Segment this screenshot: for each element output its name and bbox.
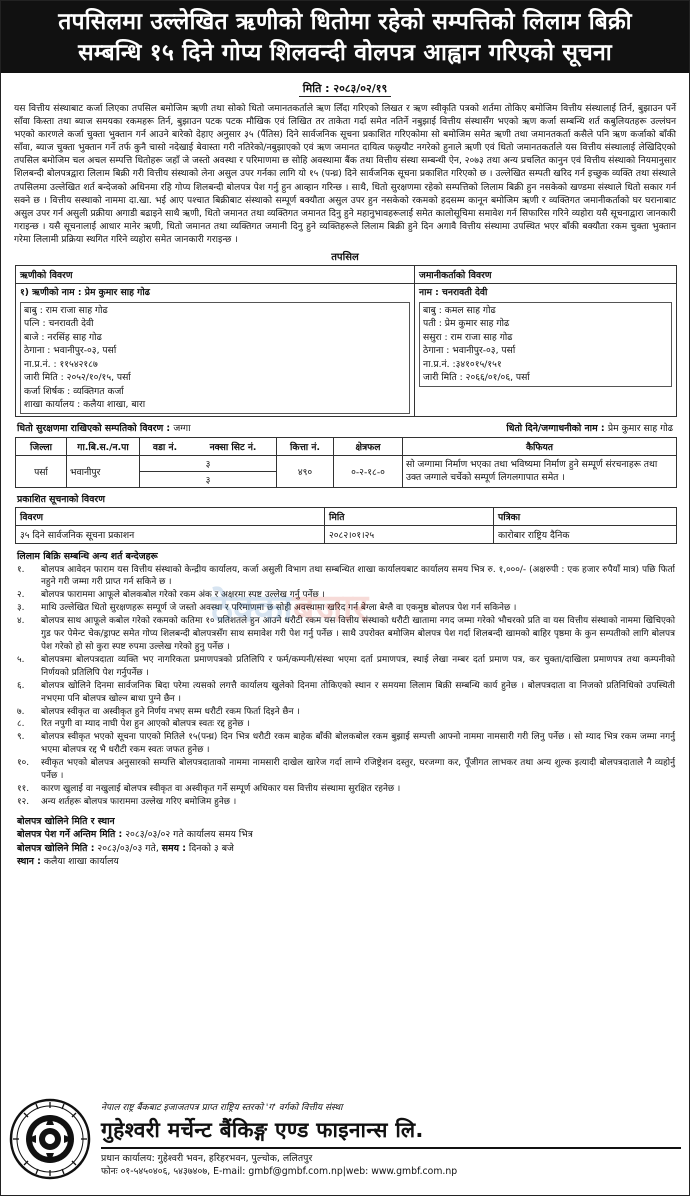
term-item bbox=[17, 731, 675, 757]
opening-details bbox=[1, 809, 689, 869]
cell-district: पर्सा bbox=[16, 455, 67, 487]
borrower-details bbox=[16, 284, 415, 417]
term-number: ९. bbox=[17, 732, 25, 743]
borrower-grandfather: बाजे : नरसिंह साह गोढ bbox=[24, 331, 102, 343]
opening-date-value: २०८३/०३/०३ गते, bbox=[97, 842, 159, 854]
opening-date bbox=[17, 842, 673, 855]
term-item bbox=[17, 615, 675, 654]
term-item bbox=[17, 718, 675, 731]
term-item bbox=[17, 757, 675, 783]
term-text: कारण खुलाई वा नखुलाई बोलपत्र स्वीकृत वा अस्वीकृत गर्ने सम्पूर्ण अधिकार यस वित्तीय संस्थामा सुरक्षित रहनेछ । bbox=[41, 783, 401, 794]
publication-heading: प्रकाशित सूचनाको विवरण bbox=[17, 493, 105, 505]
cell-kitta: ४९० bbox=[277, 455, 334, 487]
term-number: ५. bbox=[17, 654, 25, 665]
col-map-sheet: नक्सा सिट नं. bbox=[190, 437, 277, 455]
opening-time-value: दिनको ३ बजे bbox=[188, 842, 234, 854]
borrower-father: बाबु : राम राजा साह गोढ bbox=[24, 304, 108, 316]
col-vdc: गा.बि.स./न.पा bbox=[67, 437, 140, 455]
term-text: बोलपत्र साथ आफूले कबोल गरेको रकमको कतिमा १० प्रतिशतले हुन आउने धरौटी रकम यस वित्तीय संस्थाको धरौटी खातामा नगद जम्मा गरेको भौचरको प्रति वा यस वित्तीय संस्थाको नाममा खिचिएको गुड फर पेमेन्ट चेक/ड्राफ्ट समेत गोप्य शिलबन्दी बोलपत्रसँग साथ समावेश गरी पेश गर्नु पर्नेछ । साथै उपरोक्त बमोजिम बोलपत्र पेश गर्दा शिलबन्दी खामको बाहिर पृष्ठमा के कुन सम्पतीको लागि बोलपत्र पेश गरेको हो सो कुरा स्पष्ट रुपमा उल्लेख गरेको हुनु पर्नेछ । bbox=[41, 616, 675, 652]
surety-property-value: जग्गा bbox=[173, 422, 191, 434]
guarantor-father-in-law: ससुरा : राम राजा साह गोढ bbox=[423, 331, 513, 343]
term-text: स्वीकृत भएको बोलपत्र अनुसारको सम्पत्ति बोलपत्रदाताको नाममा नामसारी दाखेल खारेज गर्दा लाग्ने रजिष्ट्रेशन दस्तुर, घरजग्गा कर, पूँजीगत लाभकर तथा अन्य शुल्क इत्यादी बोलपत्रदाताले नै व्यहोर्नु पर्नेछ । bbox=[41, 758, 675, 782]
term-number: ७. bbox=[17, 706, 25, 717]
banner-title-line-1: तपसिलमा उल्लेखित ऋणीको धितोमा रहेको सम्पत्तिको लिलाम बिक्री bbox=[58, 9, 632, 35]
pub-description: ३५ दिने सार्वजनिक सूचना प्रकाशन bbox=[16, 525, 325, 543]
cell-ward-1: ३ bbox=[140, 455, 277, 471]
col-ward: वडा नं. bbox=[140, 437, 191, 455]
guarantor-name: नाम : चनरावती देवी bbox=[419, 287, 488, 299]
pub-col-date: मिति bbox=[325, 507, 494, 525]
col-remark: कैफियत bbox=[403, 437, 677, 455]
land-details-table bbox=[15, 437, 677, 488]
intro-paragraph: यस वित्तीय संस्थाबाट कर्जा लिएका तपसिल बमोजिम ऋणी तथा सोको धितो जमानतकर्ताले ऋण लिँदा गरिएको लिखत र ऋण स्वीकृति पत्रको शर्तमा तोकिए बमोजिम वित्तीय संस्थालाई तिर्न, बुझाउन पर्ने साँवा किस्ता तथा ब्याज समयका रकमहरू तिर्न, बुझाउन पटक पटक मौखिक एवं लिखित तर ताकेता गर्दा समेत नतिर्ने नबुझाई वित्तीय संस्थासँग भएको ऋण कर्जा सम्बन्धि शर्त कबुलियतहरू उल्लंघन भएको कारणले कर्जा चुक्ता भुक्तान गर्न आउने बारेको देहाए अनुसार ३५ (पैंतिस) दिने सार्वजनिक सूचना प्रकाशित गरिएकोमा सो बमोजिम समेत ऋणी तथा जमानतकर्ता कसैले पनि ऋण कर्जाको बाँकी साँवा, ब्याज चुक्ता भुक्तान गर्ने तर्फ कुनै चासो नदेखाई बेवास्ता गरी नतिरेको/नबुझाएको एवं ऋण जमानत दायित्व फछ्र्यौट नगरेको हुनाले ऋणी एवं धितो जमानतकर्ताले यस वित्तीय संस्थालाई लेखिदिएको तपसिल बमोजिम चल अचल सम्पत्ति धितोहरू जहाँ जे जस्तो अवस्था र परिमाणमा छ सोहि अवस्थामा बैंक तथा वित्तीय संस्था सम्बन्धी ऐन, २०७३ तथा अन्य प्रचलित कानुन एवं वित्तीय संस्थाको नियमानुसार शिलबन्दी बोलपत्रद्वारा लिलाम बिक्री गरी वित्तीय संस्थाको लेना असुल उपर गर्नका लागि यो १५ (पन्ध्र) दिने सार्वजनिक सूचना प्रकाशित गरिएको छ । उल्लेखित सम्पती खरिद गर्न इच्छुक व्यक्ति तथा संस्थाले तपसिलमा उल्लेखित शर्त बन्देजको अधिनमा रहि गोप्य शिलबन्दी बोलपत्र पेश गर्नु हुन आव्हान गरिन्छ । साथै, धितो सुरक्षणमा रहेको सम्पत्तिको लिलाम बिक्री हुन नसकेको खण्डमा संस्थाले धितो सकार गर्न सक्ने छ । वित्तीय सस्थाको नाममा दा.खा. भई आए पश्चात बिक्रीबाट संस्थाको सम्पूर्ण बक्यौता असुल उपर हुन नसकेको रकमको हदसम्म कानून बमोजिम ऋणी र व्यक्तिगत जमानीकर्ताको घर घरानाबाट असुल उपर गर्न असुली प्रक्रीया अगाडी बढाइने साथै ऋणी, धितो जमानत तथा व्यक्तिगत जमानत दिनु हुने महानुभावहरूलाई समेत कालोसूचिमा समावेश गर्न सिफारिस गरिने व्यहोरा यसै सूचनाद्वारा जानकारी गराइन्छ । यसै सूचनालाई आधार मानेर ऋणी, धितो जमानत तथा व्यक्तिगत जमानी दिनु हुने व्यक्तिहरूले लिलाम बिक्री हुने दिन अगावै वित्तीय संस्थामा उपस्थित भएर बाँकी बक्यौता रकम चुक्ता भुक्तान गरेमा लिलामी प्रक्रिया स्थगित गरिने व्यहोरा समेत जानकारी गराइन्छ । bbox=[14, 104, 677, 245]
term-item bbox=[17, 602, 675, 615]
col-kitta: कित्ता नं. bbox=[277, 437, 334, 455]
land-table-header-row bbox=[16, 437, 677, 455]
submission-value: २०८३/०३/०२ गते कार्यालय समय भित्र bbox=[125, 829, 253, 841]
publication-header-row bbox=[16, 507, 677, 525]
term-item bbox=[17, 680, 675, 706]
term-number: १०. bbox=[17, 758, 30, 769]
surety-owner-value: प्रेम कुमार साह गोढ bbox=[607, 422, 673, 434]
footer-text bbox=[101, 1100, 681, 1179]
notice-banner bbox=[1, 1, 689, 73]
company-address: प्रधान कार्यालय: गुहेश्वरी भवन, हरिहरभवन, पुल्चोक, ललितपुर bbox=[101, 1152, 313, 1164]
opening-heading bbox=[17, 815, 673, 828]
guarantor-details bbox=[415, 284, 677, 417]
submission-label: बोलपत्र पेश गर्ने अन्तिम मिति : bbox=[17, 829, 123, 841]
company-footer bbox=[9, 1089, 681, 1189]
opening-date-label: बोलपत्र खोलिने मिति : bbox=[17, 842, 95, 854]
pub-col-description: विवरण bbox=[16, 507, 325, 525]
term-text: बोलपत्र आवेदन फाराम यस वित्तीय संस्थाको केन्द्रीय कार्यालय, कर्जा असुली विभाग तथा सम्बन्धित शाखा कार्यालयबाट कार्यालय समय भित्र रु. १,०००/- (अक्षरुपी : एक हजार रुपैयाँ मात्र) पछि फिर्ता नहुने गरी जम्मा गरी प्राप्त गर्न सकिने छ । bbox=[41, 564, 675, 588]
watermark-part-2: बजार bbox=[292, 586, 369, 630]
term-number: ८. bbox=[17, 719, 25, 730]
opening-heading-text: बोलपत्र खोलिने मिति र स्थान bbox=[17, 815, 115, 827]
cell-vdc: भवानीपुर bbox=[67, 455, 140, 487]
company-name: गुहेश्वरी मर्चेन्ट बैंकिङ्ग एण्ड फाइनान्स लि. bbox=[101, 1116, 681, 1149]
surety-property-label: धितो सुरक्षणमा राखिएको सम्पतिको विवरण : bbox=[17, 422, 171, 434]
guarantor-father: बाबु : कमल साह गोढ bbox=[423, 304, 496, 316]
term-text: रित नपुगी वा म्याद नाघी पेश हुन आएको बोलपत्र स्वतः रद्द हुनेछ । bbox=[41, 719, 250, 730]
term-item bbox=[17, 564, 675, 590]
term-text: अन्य शर्तहरू बोलपत्र फाराममा उल्लेख गरिए बमोजिम हुनेछ । bbox=[41, 796, 237, 807]
terms-heading: लिलाम बिक्रि सम्बन्धि अन्य शर्त बन्देजहरू bbox=[17, 550, 158, 562]
pub-date: २०८२।०१।२५ bbox=[325, 525, 494, 543]
term-item bbox=[17, 654, 675, 680]
cell-ward-2: ३ bbox=[140, 471, 277, 487]
borrower-header: ऋणीको विवरण bbox=[16, 266, 415, 284]
col-area: क्षेत्रफल bbox=[334, 437, 403, 455]
land-table-row bbox=[16, 455, 677, 471]
company-seal-logo bbox=[9, 1098, 91, 1180]
term-text: बोलपत्रमा बोलपत्रदाता व्यक्ति भए नागरिकता प्रमाणपत्रको प्रतिलिपि र फर्म/कम्पनी/संस्था भएमा दर्ता प्रमाणपत्र, स्थाई लेखा नम्बर दर्ता प्रमाण पत्र, कर चुक्ता/दाखिला प्रमाणपत्र तथा कम्पनीको निर्णयको प्रतिलिपि पेश गर्नुपर्नेछ । bbox=[41, 654, 675, 678]
term-item bbox=[17, 796, 675, 809]
notice-date: मिति : २०८३/०२/१९ bbox=[299, 81, 391, 97]
term-text: बोलपत्र खोलिने दिनमा सार्वजनिक बिदा परेमा त्यसको लगत्तै कार्यालय खुलेको दिनमा तोकिएको स्थान र समयमा लिलाम बिक्री सम्बन्धि कार्य हुनेछ । बोलपत्रदाता वा निजको प्रतिनिधिको उपस्थिती नभएमा पनि बोलपत्र खोल्न बाधा पुग्ने छैन । bbox=[41, 680, 675, 704]
borrower-guarantor-table bbox=[15, 265, 677, 417]
guarantor-address: ठेगाना : भवानीपुर-०३, पर्सा bbox=[423, 345, 516, 357]
publication-table bbox=[15, 507, 677, 544]
guarantor-husband: पती : प्रेम कुमार साह गोढ bbox=[423, 318, 510, 330]
term-number: १२. bbox=[17, 796, 30, 807]
borrower-address: ठेगाना : भवानीपुर-०३, पर्सा bbox=[24, 345, 117, 357]
term-number: ४. bbox=[17, 616, 25, 627]
term-number: ६. bbox=[17, 680, 25, 691]
borrower-branch: शाखा कार्यालय : कलैया शाखा, बारा bbox=[24, 399, 146, 411]
borrower-loan-type: कर्जा शिर्षक : व्यक्तिगत कर्जा bbox=[24, 385, 124, 397]
publication-row bbox=[16, 525, 677, 543]
term-number: ११. bbox=[17, 783, 30, 794]
borrower-citizenship-no: ना.प्र.नं. : ११५४२१८७ bbox=[24, 358, 98, 370]
guarantor-issue-date: जारी मिति : २०६६/०१/०६, पर्सा bbox=[423, 372, 530, 384]
col-district: जिल्ला bbox=[16, 437, 67, 455]
opening-place-label: स्थान : bbox=[17, 855, 41, 867]
opening-place-value: कलैया शाखा कार्यालय bbox=[43, 855, 119, 867]
notice-date-row bbox=[1, 81, 689, 97]
borrower-info-box bbox=[20, 302, 410, 414]
term-text: बोलपत्र स्वीकृत वा अस्वीकृत हुने निर्णय नभए सम्म धरौटी रकम फिर्ता दिइने छैन । bbox=[41, 706, 300, 717]
term-number: २. bbox=[17, 590, 25, 601]
term-item bbox=[17, 706, 675, 719]
cell-area: ०-२-१८-० bbox=[334, 455, 403, 487]
borrower-issue-date: जारी मिति : २०५२/१०/१५, पर्सा bbox=[24, 372, 131, 384]
term-number: १. bbox=[17, 564, 25, 575]
company-contact: फोनः ०१-५४५०४०६, ५४३७४०७, E-mail: gmbf@gmbf.com.np|web: www.gmbf.com.np bbox=[101, 1166, 458, 1177]
surety-owner bbox=[506, 421, 673, 434]
guarantor-citizenship-no: ना.प्र.नं. :३४१०१५/१५१ bbox=[423, 358, 502, 370]
footer-tagline: नेपाल राष्ट्र बैंकबाट इजाजतपत्र प्राप्त राष्ट्रिय स्तरको 'ग' वर्गको वित्तीय संस्था bbox=[101, 1102, 343, 1113]
term-number: ३. bbox=[17, 603, 25, 614]
term-text: माथि उल्लेखित धितो सुरक्षणहरू सम्पूर्ण जे जस्तो अवस्था र परिमाणमा छ सोही अवस्थामा खरिद गर्न बेग्ला बेग्लै वा एकमुष्ठ बोलपत्र पेश गर्न सकिनेछ । bbox=[41, 603, 517, 614]
term-text: बोलपत्र फाराममा आफूले बोलकबोल गरेको रकम अंक र अक्षरमा स्पष्ट उल्लेख गर्नु पर्नेछ । bbox=[41, 590, 325, 601]
term-item bbox=[17, 589, 675, 602]
opening-time-label: समय : bbox=[161, 842, 186, 854]
term-text: बोलपत्र स्वीकृत भएको सूचना पाएको मितिले १५(पन्ध्र) दिन भित्र धरौटी रकम बाहेक बाँकी बोलकबोल रकम बुझाई सम्पत्ती आफ्नो नाममा नामसारी गरी लिनु पर्नेछ । सो म्याद भित्र रकम जम्मा नगर्नु भएमा बोलपत्र रद्द भै धरौटी रकम स्वतः जफत हुनेछ । bbox=[41, 732, 675, 756]
pub-col-newspaper: पत्रिका bbox=[494, 507, 677, 525]
surety-row bbox=[1, 417, 689, 437]
pub-newspaper: कारोबार राष्ट्रिय दैनिक bbox=[494, 525, 677, 543]
borrower-spouse: पत्नि : चनरावती देवी bbox=[24, 318, 94, 330]
surety-property bbox=[17, 421, 191, 434]
tapsil-title: तपसिल bbox=[331, 252, 359, 264]
terms-list bbox=[1, 564, 689, 809]
term-item bbox=[17, 783, 675, 796]
guarantor-info-box bbox=[419, 302, 672, 387]
opening-place bbox=[17, 855, 673, 868]
watermark-part-1: ठेक्का bbox=[211, 586, 293, 630]
borrower-name: १) ऋणीको नाम : प्रेम कुमार साह गोढ bbox=[20, 287, 150, 299]
surety-owner-label: धितो दिने/जग्गाधनीको नाम : bbox=[506, 422, 605, 434]
submission-deadline bbox=[17, 828, 673, 841]
guarantor-header: जमानीकर्ताको विवरण bbox=[415, 266, 677, 284]
cell-remark: सो जग्गामा निर्माण भएका तथा भविष्यमा निर्माण हुने सम्पूर्ण संरचनाहरू तथा उक्त जग्गाले चर्चेको सम्पूर्ण लिगलगापात समेत । bbox=[403, 455, 677, 487]
banner-title-line-2: सम्बन्धि १५ दिने गोप्य शिलवन्दी वोलपत्र आह्वान गरिएको सूचना bbox=[78, 40, 612, 66]
